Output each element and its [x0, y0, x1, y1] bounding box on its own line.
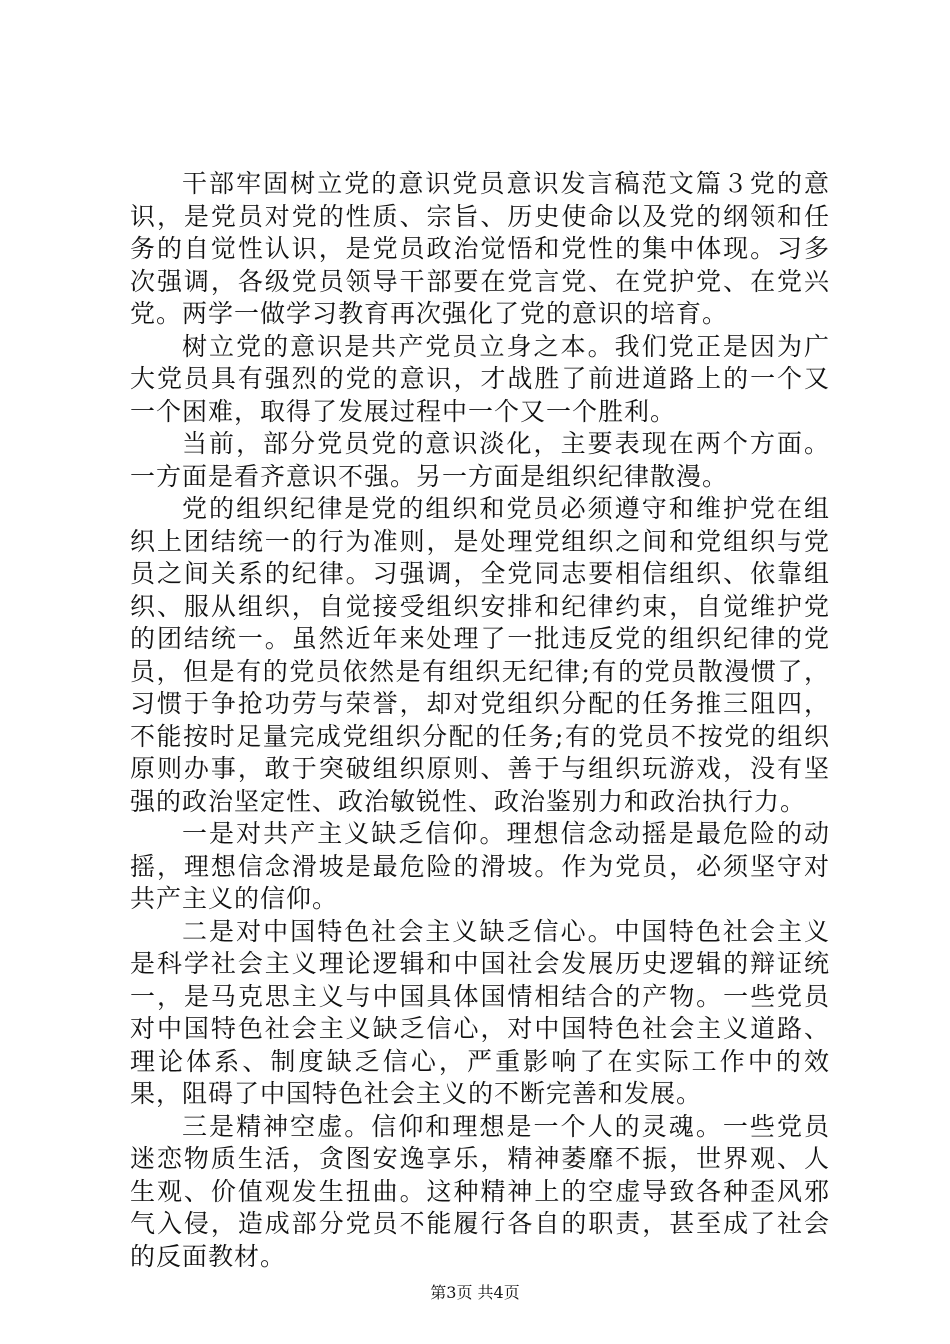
paragraph-7: 三是精神空虚。信仰和理想是一个人的灵魂。一些党员迷恋物质生活，贪图安逸享乐，精神萎靡不振，世界观、人生观、价值观发生扭曲。这种精神上的空虚导致各种歪风邪气入侵，造成部分党员不能履行各自的职责，甚至成了社会的反面教材。: [130, 1111, 830, 1271]
paragraph-1: 干部牢固树立党的意识党员意识发言稿范文篇３党的意识，是党员对党的性质、宗旨、历史使命以及党的纲领和任务的自觉性认识，是党员政治觉悟和党性的集中体现。习多次强调，各级党员领导干部要在党言党、在党护党、在党兴党。两学一做学习教育再次强化了党的意识的培育。: [130, 169, 830, 328]
paragraph-2: 树立党的意识是共产党员立身之本。我们党正是因为广大党员具有强烈的党的意识，才战胜了前进道路上的一个又一个困难，取得了发展过程中一个又一个胜利。: [130, 331, 830, 426]
paragraph-3: 当前，部分党员党的意识淡化，主要表现在两个方面。一方面是看齐意识不强。另一方面是组织纪律散漫。: [130, 429, 830, 491]
paragraph-4: 党的组织纪律是党的组织和党员必须遵守和维护党在组织上团结统一的行为准则，是处理党组织之间和党组织与党员之间关系的纪律。习强调，全党同志要相信组织、依靠组织、服从组织，自觉接受组织安排和纪律约束，自觉维护党的团结统一。虽然近年来处理了一批违反党的组织纪律的党员，但是有的党员依然是有组织无纪律;有的党员散漫惯了，习惯于争抢功劳与荣誉，却对党组织分配的任务推三阻四，不能按时足量完成党组织分配的任务;有的党员不按党的组织原则办事，敢于突破组织原则、善于与组织玩游戏，没有坚强的政治坚定性、政治敏锐性、政治鉴别力和政治执行力。: [130, 494, 830, 816]
paragraph-6: 二是对中国特色社会主义缺乏信心。中国特色社会主义是科学社会主义理论逻辑和中国社会发展历史逻辑的辩证统一，是马克思主义与中国具体国情相结合的产物。一些党员对中国特色社会主义缺乏信心，对中国特色社会主义道路、理论体系、制度缺乏信心，严重影响了在实际工作中的效果，阻碍了中国特色社会主义的不断完善和发展。: [130, 916, 830, 1108]
page-footer: 第3页 共4页: [430, 1283, 520, 1302]
paragraph-5: 一是对共产主义缺乏信仰。理想信念动摇是最危险的动摇，理想信念滑坡是最危险的滑坡。作为党员，必须坚守对共产主义的信仰。: [130, 819, 830, 913]
document-body: [130, 168, 830, 1273]
